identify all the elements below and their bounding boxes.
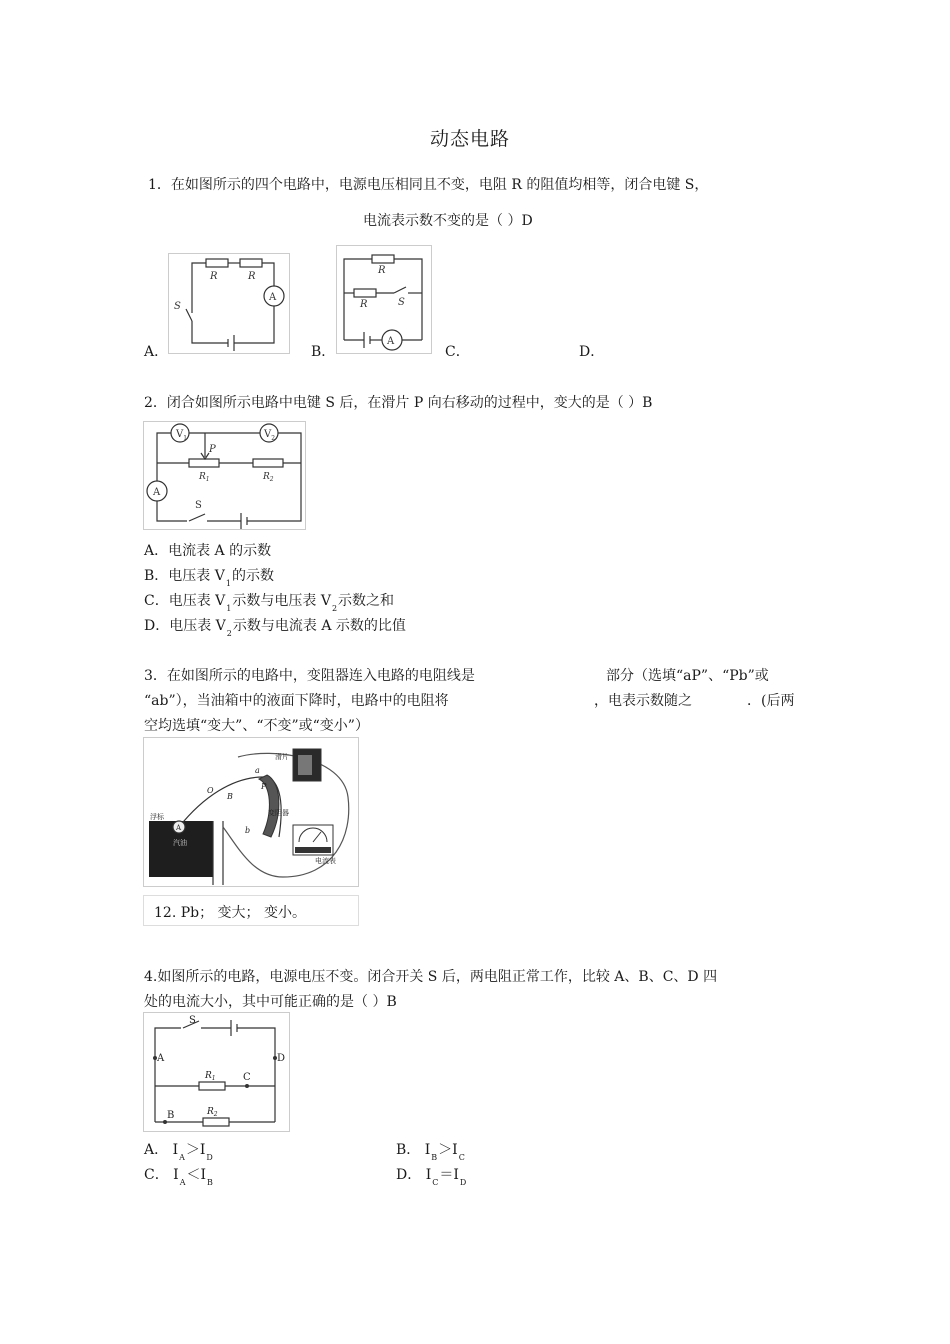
- q2-stem: 2．闭合如图所示电路中电键 S 后，在滑片 P 向右移动的过程中，变大的是（ ）B: [144, 395, 653, 411]
- q3-bb-label: b: [245, 826, 251, 835]
- q4-d-label: D: [277, 1053, 286, 1064]
- q4-option-c-ls: A: [179, 1178, 186, 1187]
- q1a-r1-label: R: [210, 271, 218, 282]
- q3-float-label: 浮标: [150, 813, 164, 821]
- q2-option-b-post: 的示数: [231, 568, 274, 584]
- q1-option-b-label: B．: [311, 344, 336, 360]
- q3-answer-box: [143, 895, 359, 926]
- q3-meter-label: 电流表: [315, 857, 336, 865]
- q4-option-a-op: ＞: [185, 1142, 200, 1158]
- q2-r2-label: $R_2$: [263, 472, 274, 483]
- q3-slide-label: 滑片: [275, 753, 289, 761]
- q2-option-c-sub1: 1: [226, 604, 232, 613]
- q4-option-a-label: A．: [144, 1142, 169, 1158]
- q2-option-d-post: 示数与电流表 A 示数的比值: [232, 618, 406, 634]
- q4-option-d-l: I: [425, 1167, 432, 1183]
- q4-option-c-l: I: [173, 1167, 179, 1183]
- q1-figure-a: [168, 253, 290, 354]
- q2-option-c-post: 示数之和: [338, 593, 395, 609]
- q4-option-b-op: ＞: [438, 1142, 453, 1158]
- q3-stem-line2b: ，电表示数随之: [594, 693, 692, 709]
- q4-option-c: [144, 1162, 214, 1190]
- q4-option-a-r: I: [199, 1142, 206, 1158]
- q4-option-c-r: I: [200, 1167, 207, 1183]
- q2-option-b-pre: B．电压表 V: [144, 568, 225, 584]
- q2-option-a: A．电流表 A 的示数: [144, 543, 272, 559]
- q2-option-d-sub: 2: [226, 629, 232, 638]
- q4-option-c-rs: B: [207, 1178, 213, 1187]
- q4-a-label: A: [157, 1053, 165, 1064]
- q4-option-d: [396, 1162, 467, 1190]
- q4-option-b: [396, 1137, 466, 1165]
- q4-option-d-op: ＝: [439, 1167, 454, 1183]
- q3-stem-line3: 空均选填“变大”、“不变”或“变小”）: [144, 718, 369, 734]
- q4-option-d-r: I: [453, 1167, 459, 1183]
- q1a-r2-label: R: [248, 271, 256, 282]
- q3-a-label: a: [255, 766, 260, 775]
- q4-option-a-rs: D: [206, 1153, 213, 1162]
- q2-option-d-pre: D．电压表 V: [144, 618, 226, 634]
- q1a-s-label: S: [174, 301, 181, 312]
- q1-figure-b: [336, 245, 432, 354]
- q1-option-d-label: D．: [579, 344, 605, 360]
- q4-option-c-label: C．: [144, 1167, 169, 1183]
- q4-option-d-label: D．: [396, 1167, 422, 1183]
- q3-stem-line2a: “ab”），当油箱中的液面下降时，电路中的电阻将: [144, 693, 449, 709]
- q2-option-b-sub: 1: [225, 579, 231, 588]
- q3-stem-line1b: 部分（选填“aP”、“Pb”或: [606, 668, 769, 684]
- q4-s-label: S: [189, 1015, 196, 1026]
- q3-ball-label: A: [176, 824, 182, 832]
- q4-option-b-rs: C: [458, 1153, 465, 1162]
- q4-option-a-l: I: [172, 1142, 179, 1158]
- page-title: 动态电路: [430, 128, 511, 150]
- q4-option-d-ls: C: [432, 1178, 439, 1187]
- q2-p-label: P: [209, 444, 216, 455]
- q2-r1-label: $R_1$: [199, 472, 210, 483]
- q3-answer-text: 12. Pb； 变大； 变小。: [154, 905, 306, 921]
- q4-option-a: [144, 1137, 214, 1165]
- q2-option-c: [144, 588, 394, 616]
- q4-option-a-ls: A: [179, 1153, 185, 1162]
- q2-option-c-pre: C．电压表 V: [144, 593, 226, 609]
- q1b-s-label: S: [398, 297, 405, 308]
- q1b-meter-label: A: [387, 336, 395, 347]
- q3-stem-line1a: 3．在如图所示的电路中，变阻器连入电路的电阻线是: [144, 668, 475, 684]
- q1-stem-line2: 电流表示数不变的是（ ）D: [363, 213, 533, 229]
- q2-option-c-sub2: 2: [331, 604, 338, 613]
- q4-stem-line2: 处的电流大小，其中可能正确的是（ ）B: [144, 994, 397, 1010]
- q4-option-b-ls: B: [431, 1153, 438, 1162]
- q4-option-b-l: I: [424, 1142, 431, 1158]
- q2-s-label: S: [195, 500, 202, 511]
- q1a-meter-label: A: [269, 292, 277, 303]
- q4-option-b-r: I: [452, 1142, 458, 1158]
- q4-option-d-rs: D: [459, 1178, 467, 1187]
- q2-a-label: A: [153, 487, 161, 498]
- q2-option-c-mid: 示数与电压表 V: [232, 593, 331, 609]
- q4-figure: [143, 1012, 290, 1132]
- q4-c-label: C: [243, 1072, 251, 1083]
- q3-o-label: O: [207, 786, 214, 795]
- q4-b-label: B: [167, 1110, 175, 1121]
- q2-v1-label: $V_1$: [176, 429, 188, 442]
- q3-rheo-label: 变阻器: [268, 809, 289, 817]
- q3-p-label: P: [261, 782, 267, 791]
- q1-stem-line1: 1．在如图所示的四个电路中，电源电压相同且不变，电阻 R 的阻值均相等，闭合电键 S，: [148, 177, 709, 193]
- q4-r2-label: $R_2$: [207, 1107, 218, 1118]
- q3-oil-label: 汽油: [173, 839, 187, 847]
- q3-figure: [143, 737, 359, 887]
- q3-stem-line2c: ．(后两: [747, 693, 795, 709]
- q2-v2-label: $V_2$: [264, 429, 276, 442]
- q1-option-a-label: A．: [144, 344, 169, 360]
- q1b-r-top-label: R: [378, 265, 386, 276]
- q4-stem-line1: 4.如图所示的电路，电源电压不变。闭合开关 S 后，两电阻正常工作，比较 A、B、C、D 四: [144, 969, 718, 985]
- q1b-r-mid-label: R: [360, 299, 368, 310]
- q2-option-d: [144, 613, 406, 641]
- q1-option-c-label: C．: [445, 344, 470, 360]
- q2-option-b: [144, 563, 274, 591]
- q4-r1-label: $R_1$: [205, 1071, 216, 1082]
- q2-figure: [143, 421, 306, 530]
- q4-option-b-label: B．: [396, 1142, 421, 1158]
- q4-option-c-op: ＜: [186, 1167, 201, 1183]
- q3-b-label: B: [227, 792, 233, 801]
